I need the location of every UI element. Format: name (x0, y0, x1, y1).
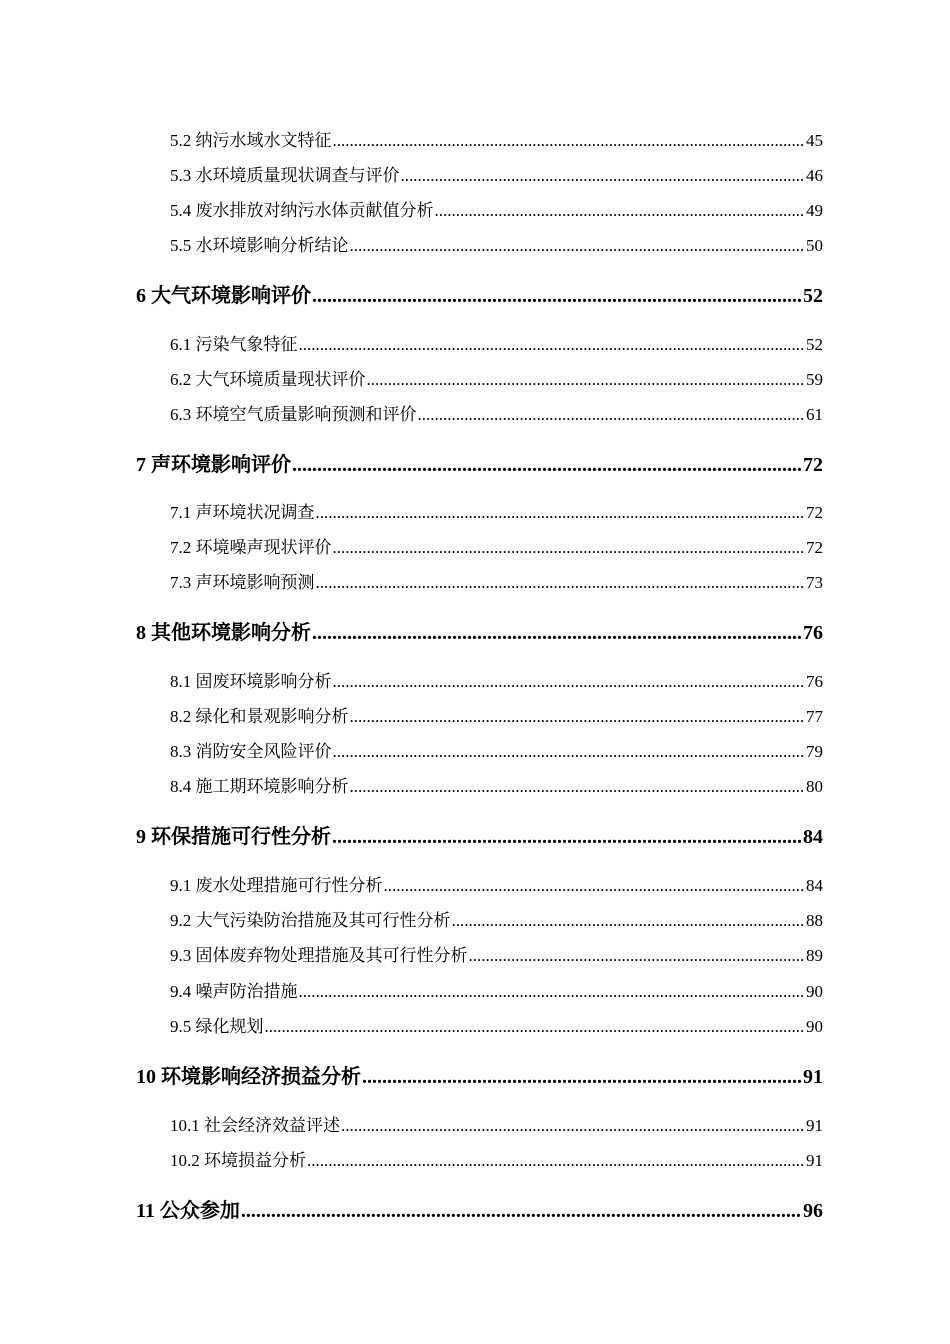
toc-chapter-label: 9 环保措施可行性分析 (136, 826, 331, 848)
toc-entry-label: 8.1 固废环境影响分析 (170, 672, 332, 691)
toc-entry (170, 161, 823, 186)
toc-entry-label: 6.3 环境空气质量影响预测和评价 (170, 405, 417, 424)
toc-entry-label: 9.5 绿化规划 (170, 1017, 264, 1036)
toc-leader-dots (401, 166, 806, 186)
toc-entry-label: 5.4 废水排放对纳污水体贡献值分析 (170, 201, 434, 220)
toc-entry-label: 9.4 噪声防治措施 (170, 982, 298, 1001)
toc-leader-dots (332, 826, 802, 849)
toc-entry (170, 667, 823, 692)
toc-entry (170, 702, 823, 727)
toc-entry-label: 5.2 纳污水域水文特征 (170, 131, 332, 150)
toc-chapter-label: 6 大气环境影响评价 (136, 285, 311, 307)
toc-leader-dots (384, 876, 806, 896)
toc-entry-label: 6.1 污染气象特征 (170, 335, 298, 354)
toc-leader-dots (362, 1066, 802, 1089)
toc-leader-dots (316, 503, 806, 523)
toc-entry (170, 871, 823, 896)
toc-leader-dots (333, 672, 806, 692)
toc-entry-page: 76 (806, 672, 823, 691)
toc-entry-page: 72 (806, 503, 823, 522)
toc-leader-dots (307, 1151, 805, 1171)
toc-leader-dots (435, 201, 806, 221)
toc-entry-page: 91 (806, 1116, 823, 1135)
toc-entry-label: 9.2 大气污染防治措施及其可行性分析 (170, 911, 451, 930)
toc-entry (170, 196, 823, 221)
toc-entry-label: 10.1 社会经济效益评述 (170, 1116, 340, 1135)
toc-entry-page: 90 (806, 982, 823, 1001)
toc-chapter-entry (136, 1194, 823, 1223)
toc-entry (170, 737, 823, 762)
toc-entry-page: 77 (806, 707, 823, 726)
toc-entry-page: 46 (806, 166, 823, 185)
toc-entry-page: 59 (806, 370, 823, 389)
toc-leader-dots (333, 131, 806, 151)
toc-entry (170, 906, 823, 931)
toc-chapter-label: 8 其他环境影响分析 (136, 622, 311, 644)
toc-entry-label: 5.3 水环境质量现状调查与评价 (170, 166, 400, 185)
toc-chapter-page: 52 (803, 285, 823, 307)
toc-entry-label: 8.2 绿化和景观影响分析 (170, 707, 349, 726)
toc-entry-page: 45 (806, 131, 823, 150)
toc-entry-page: 61 (806, 405, 823, 424)
toc-chapter-label: 7 声环境影响评价 (136, 454, 291, 476)
toc-entry-page: 52 (806, 335, 823, 354)
toc-entry (170, 400, 823, 425)
toc-leader-dots (316, 573, 806, 593)
toc-chapter-entry (136, 1060, 823, 1089)
toc-entry-label: 8.4 施工期环境影响分析 (170, 777, 349, 796)
toc-leader-dots (299, 335, 806, 355)
toc-entry-label: 9.3 固体废弃物处理措施及其可行性分析 (170, 946, 468, 965)
toc-chapter-label: 11 公众参加 (136, 1200, 240, 1222)
toc-chapter-page: 76 (803, 622, 823, 644)
toc-leader-dots (469, 946, 806, 966)
toc-entry (170, 365, 823, 390)
toc-leader-dots (367, 370, 806, 390)
toc-entry-page: 72 (806, 538, 823, 557)
toc-leader-dots (312, 622, 802, 645)
toc-entry-page: 73 (806, 573, 823, 592)
toc-entry (170, 498, 823, 523)
toc-leader-dots (265, 1017, 806, 1037)
toc-chapter-entry (136, 448, 823, 477)
toc-entry-label: 5.5 水环境影响分析结论 (170, 236, 349, 255)
toc-leader-dots (418, 405, 806, 425)
toc-leader-dots (333, 538, 806, 558)
toc-leader-dots (312, 285, 802, 308)
toc-entry-label: 10.2 环境损益分析 (170, 1151, 306, 1170)
toc-leader-dots (452, 911, 806, 931)
toc-chapter-entry (136, 616, 823, 645)
toc-entry-page: 80 (806, 777, 823, 796)
toc-chapter-page: 91 (803, 1066, 823, 1088)
toc-entry-label: 7.3 声环境影响预测 (170, 573, 315, 592)
toc-leader-dots (350, 707, 806, 727)
toc-leader-dots (299, 982, 806, 1002)
toc-chapter-page: 72 (803, 454, 823, 476)
toc-chapter-page: 84 (803, 826, 823, 848)
toc-entry-page: 84 (806, 876, 823, 895)
toc-entry (170, 941, 823, 966)
toc-chapter-entry (136, 820, 823, 849)
toc-entry-page: 79 (806, 742, 823, 761)
toc-entry (170, 1111, 823, 1136)
toc-entry-label: 8.3 消防安全风险评价 (170, 742, 332, 761)
toc-leader-dots (341, 1116, 805, 1136)
toc-entry-page: 88 (806, 911, 823, 930)
toc-entry (170, 977, 823, 1002)
toc-entry-label: 9.1 废水处理措施可行性分析 (170, 876, 383, 895)
toc-entry (170, 330, 823, 355)
toc-entry (170, 772, 823, 797)
toc-leader-dots (241, 1200, 802, 1223)
toc-entry (170, 231, 823, 256)
toc-entry (170, 533, 823, 558)
toc-entry-label: 6.2 大气环境质量现状评价 (170, 370, 366, 389)
toc-entry-page: 50 (806, 236, 823, 255)
toc-entry (170, 568, 823, 593)
toc-entry-page: 90 (806, 1017, 823, 1036)
toc-leader-dots (333, 742, 806, 762)
toc-chapter-entry (136, 279, 823, 308)
toc-entry (170, 1012, 823, 1037)
toc-chapter-page: 96 (803, 1200, 823, 1222)
toc-leader-dots (350, 777, 806, 797)
toc-entry (170, 126, 823, 151)
toc-entry-page: 91 (806, 1151, 823, 1170)
toc-entry-label: 7.2 环境噪声现状评价 (170, 538, 332, 557)
toc-entry-page: 49 (806, 201, 823, 220)
toc-entry (170, 1146, 823, 1171)
toc-chapter-label: 10 环境影响经济损益分析 (136, 1066, 361, 1088)
toc-entry-label: 7.1 声环境状况调查 (170, 503, 315, 522)
toc-leader-dots (350, 236, 806, 256)
toc-entry-page: 89 (806, 946, 823, 965)
toc-leader-dots (292, 454, 802, 477)
